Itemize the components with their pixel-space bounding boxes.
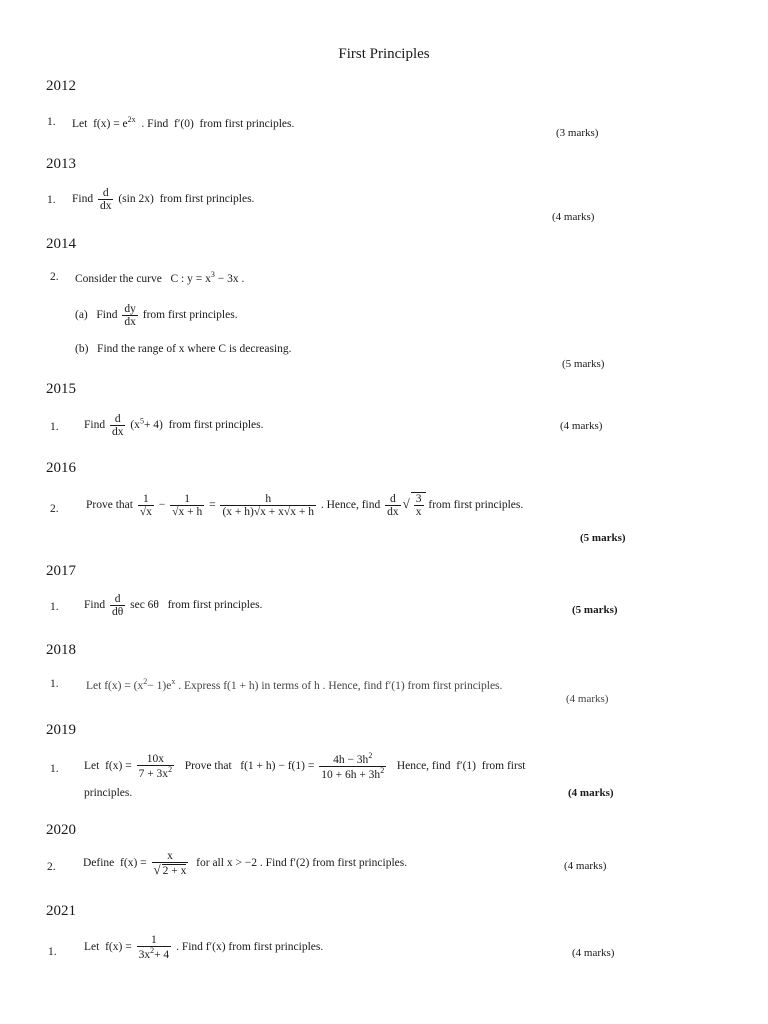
question-2014-part-b: (b) Find the range of x where C is decreasing. <box>75 343 292 355</box>
year-heading-2021: 2021 <box>46 903 76 919</box>
question-2019: Let f(x) = $\frac{10x}{7 + 3x^2}$ Prove that f(1 + h) − f(1) = $\frac{4h - 3h^2}{10 + 6h + 3h^2}$ Hence, find f′(1) from first <box>84 751 526 781</box>
question-2016: Prove that $\frac{1}{√x}$ − $\frac{1}{√x + h}$ = $\frac{h}{(x + h)√x + x√x + h}$ . Hence, find $\frac{d}{dx}$ √ $\frac{3}{x}$ from first principles. <box>86 493 524 519</box>
derivative-fraction: $\frac{d}{dx}$ <box>99 187 112 213</box>
question-2014-part-a: (a) Find $\frac{dy}{dx}$ from first principles. <box>75 303 238 329</box>
marks-2012: (3 marks) <box>556 127 599 139</box>
question-number: 1. <box>47 116 56 128</box>
question-2019-line2: principles. <box>84 787 133 799</box>
marks-2020: (4 marks) <box>564 860 607 872</box>
question-number: 2. <box>50 271 59 283</box>
sqrt-icon: √ <box>153 862 161 878</box>
question-2021: Let f(x) = $\frac{1}{3x^2+ 4}$ . Find f′(x) from first principles. <box>84 934 324 961</box>
marks-2015: (4 marks) <box>560 420 603 432</box>
question-2020: Define f(x) = $\frac{x}{√ 2 + x}$ for all x > −2 . Find f′(2) from first principles. <box>83 850 408 878</box>
question-2014-intro: Consider the curve C : $y = x^3 - 3x$ . <box>75 270 245 285</box>
year-heading-2014: 2014 <box>46 236 76 252</box>
year-heading-2018: 2018 <box>46 642 76 658</box>
question-number: 1. <box>50 421 59 433</box>
year-heading-2015: 2015 <box>46 381 76 397</box>
question-number: 1. <box>50 678 59 690</box>
question-number: 1. <box>50 601 59 613</box>
year-heading-2012: 2012 <box>46 78 76 94</box>
question-number: 2. <box>47 861 56 873</box>
question-2012: Let $f(x) = e^{2x}$ . Find f′(0) from first principles. <box>72 115 295 130</box>
marks-2016: (5 marks) <box>580 532 626 544</box>
year-heading-2016: 2016 <box>46 460 76 476</box>
derivative-fraction: $\frac{d}{dx}$ <box>111 413 124 439</box>
year-heading-2017: 2017 <box>46 563 76 579</box>
derivative-fraction: $\frac{dy}{dx}$ <box>124 303 136 329</box>
question-number: 2. <box>50 503 59 515</box>
marks-2021: (4 marks) <box>572 947 615 959</box>
marks-2018: (4 marks) <box>566 693 609 705</box>
question-2018: Let $f(x) = (x^2- 1)e^x$ . Express f(1 + h) in terms of h . Hence, find f′(1) from first principles. <box>86 677 503 692</box>
question-2013: Find $\frac{d}{dx}$ (sin 2x) from first principles. <box>72 187 255 213</box>
question-2017: Find $\frac{d}{d\theta}$ sec 6θ from first principles. <box>84 593 263 619</box>
question-2015: Find $\frac{d}{dx}$ $(x^5+ 4)$ from first principles. <box>84 413 264 439</box>
page-title: First Principles <box>338 46 430 62</box>
marks-2019: (4 marks) <box>568 787 614 799</box>
question-number: 1. <box>50 763 59 775</box>
question-number: 1. <box>47 194 56 206</box>
derivative-fraction: $\frac{d}{d\theta}$ <box>111 593 124 619</box>
marks-2017: (5 marks) <box>572 604 618 616</box>
year-heading-2019: 2019 <box>46 722 76 738</box>
marks-2013: (4 marks) <box>552 211 595 223</box>
year-heading-2013: 2013 <box>46 156 76 172</box>
marks-2014: (5 marks) <box>562 358 605 370</box>
question-number: 1. <box>48 946 57 958</box>
year-heading-2020: 2020 <box>46 822 76 838</box>
sqrt-icon: √ <box>402 496 410 512</box>
